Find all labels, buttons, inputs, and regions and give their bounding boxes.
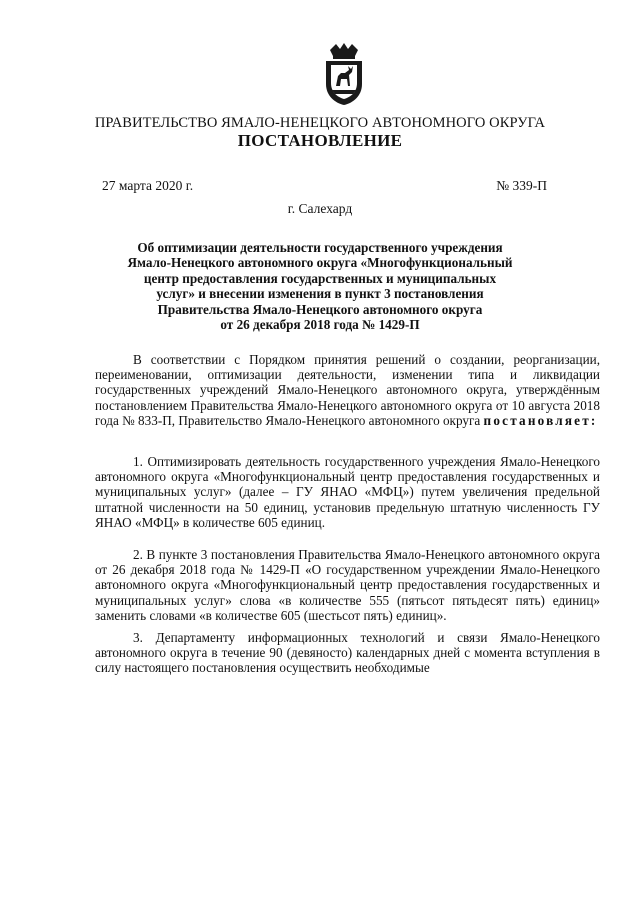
document-type: ПОСТАНОВЛЕНИЕ: [237, 131, 403, 150]
document-title: [100, 240, 540, 332]
paragraph-1: 1. Оптимизировать деятельность государственного учреждения Ямало-Ненецкого автономного округа «Многофункциональный центр предоставления государственных и муниципальных услуг» (далее – ГУ ЯНАО «МФЦ») путем увеличения предельной штатной численности на 50 единиц, установив предельную штатную численность ГУ ЯНАО «МФЦ» в количестве 605 единиц.: [95, 454, 600, 530]
paragraph-3: 3. Департаменту информационных технологий и связи Ямало-Ненецкого автономного округа в течение 90 (девяносто) календарных дней с момента вступления в силу настоящего постановления осуществить необходимые: [95, 630, 600, 676]
title-line: услуг» и внесении изменения в пункт 3 постановления: [156, 286, 484, 302]
title-line: Об оптимизации деятельности государственного учреждения: [137, 240, 503, 255]
document-number: № 339-П: [496, 178, 547, 193]
preamble-text: В соответствии с Порядком принятия решений о создании, реорганизации, переименовании, оптимизации деятельности, изменении типа и ликвидации государственных учреждений Ямало-Ненецкого автономного округа, утверждённым постановлением Правительства Ямало-Ненецкого автономного округа от 10 августа 2018 года № 833-П, Правительство Ямало-Ненецкого автономного округа: [95, 352, 600, 428]
title-line: центр предоставления государственных и муниципальных: [143, 270, 497, 286]
document-city: г. Салехард: [287, 201, 353, 216]
title-line: Ямало-Ненецкого автономного округа «Многофункциональный: [127, 255, 513, 271]
title-line: от 26 декабря 2018 года № 1429-П: [220, 317, 420, 333]
paragraph-2: 2. В пункте 3 постановления Правительства Ямало-Ненецкого автономного округа от 26 декабря 2018 года № 1429-П «О государственном учреждении Ямало-Ненецкого автономного округа «Многофункциональный центр предоставления государственных и муниципальных услуг» слова «в количестве 555 (пятьсот пятьдесят пять) единиц» заменить словами «в количестве 605 (шестьсот пять) единиц».: [95, 547, 600, 623]
coat-of-arms-icon: [322, 42, 366, 106]
decree-word: постановляет:: [483, 412, 598, 428]
preamble-paragraph: [95, 352, 600, 428]
title-line: Правительства Ямало-Ненецкого автономного округа: [157, 301, 483, 317]
document-date: 27 марта 2020 г.: [102, 178, 194, 193]
government-name: ПРАВИТЕЛЬСТВО ЯМАЛО-НЕНЕЦКОГО АВТОНОМНОГО ОКРУГА: [94, 115, 546, 131]
